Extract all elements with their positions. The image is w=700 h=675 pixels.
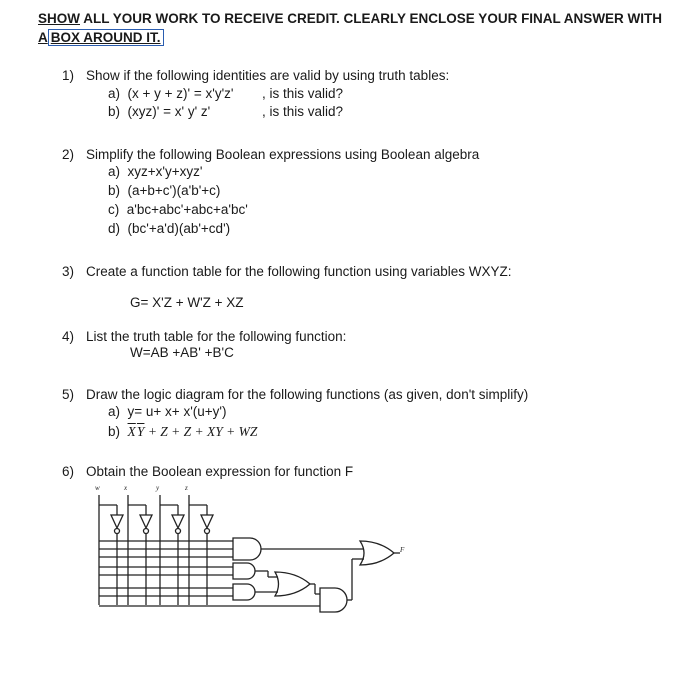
not-gate-y — [172, 515, 184, 605]
or-gate-middle — [275, 572, 310, 596]
header-show-word: SHOW — [38, 11, 80, 26]
expr-rest: + Z + Z + XY + WZ — [144, 424, 258, 439]
question-number: 3) — [62, 264, 75, 279]
question-number: 2) — [62, 147, 75, 162]
item-label: c) — [108, 202, 120, 217]
inverter-branches — [99, 505, 207, 515]
item-expression: (x + y + z)' = x'y'z' — [127, 86, 234, 101]
q1-b-suffix: , is this valid? — [262, 104, 344, 119]
input-label-w: w — [95, 484, 100, 492]
question-number: 1) — [62, 68, 75, 83]
item-label: b) — [108, 424, 121, 439]
or-gate-final — [360, 541, 394, 565]
item-label: a) — [108, 404, 121, 419]
q3-expression: G= X'Z + W'Z + XZ — [130, 295, 244, 310]
item-label: b) — [108, 183, 121, 198]
header-line1-rest: ALL YOUR WORK TO RECEIVE CREDIT. CLEARLY ENCLOSE YOUR FINAL ANSWER WITH — [83, 11, 663, 26]
item-expression: a'bc+abc'+abc+a'bc' — [126, 202, 248, 217]
item-expression: y= u+ x+ x'(u+y') — [127, 404, 227, 419]
item-expression: (xyz)' = x' y' z' — [127, 104, 211, 119]
and-gate-3 — [233, 584, 255, 600]
not-gate-x — [140, 515, 152, 605]
item-label: d) — [108, 221, 121, 236]
question-number: 5) — [62, 387, 75, 402]
gate-input-wires — [99, 541, 233, 596]
item-label: a) — [108, 164, 121, 179]
question-number: 4) — [62, 329, 75, 344]
output-label-f: F — [400, 546, 405, 554]
and-gate-4 — [320, 588, 347, 612]
input-label-y: y — [156, 484, 160, 492]
question-text: Simplify the following Boolean expressions using Boolean algebra — [86, 147, 480, 162]
question-text: List the truth table for the following function: — [86, 329, 347, 344]
input-label-x: x — [124, 484, 128, 492]
header-line2-a: A — [38, 30, 48, 45]
y-bar: $\overline{Y}$ — [136, 424, 145, 439]
x-bar: $\overline{X}$ — [127, 424, 136, 439]
item-expression: (bc'+a'd)(ab'+cd') — [127, 221, 231, 236]
header-boxed-text: BOX AROUND IT. — [48, 29, 164, 46]
q1-a-suffix: , is this valid? — [262, 86, 344, 101]
question-text: Create a function table for the following function using variables WXYZ: — [86, 264, 512, 279]
q4-expression: W=AB +AB' +B'C — [130, 345, 234, 360]
input-label-z: z — [185, 484, 188, 492]
and-gate-2 — [233, 563, 255, 579]
item-label: a) — [108, 86, 121, 101]
question-text: Obtain the Boolean expression for function F — [86, 464, 354, 479]
item-label: b) — [108, 104, 121, 119]
question-text: Draw the logic diagram for the following functions (as given, don't simplify) — [86, 387, 529, 402]
question-number: 6) — [62, 464, 75, 479]
item-expression: (a+b+c')(a'b'+c) — [127, 183, 221, 198]
item-expression: xyz+x'y+xyz' — [127, 164, 203, 179]
not-gate-w — [111, 515, 123, 605]
not-gate-z — [201, 515, 213, 605]
question-text: Show if the following identities are valid by using truth tables: — [86, 68, 450, 83]
and-gate-1 — [233, 538, 261, 560]
